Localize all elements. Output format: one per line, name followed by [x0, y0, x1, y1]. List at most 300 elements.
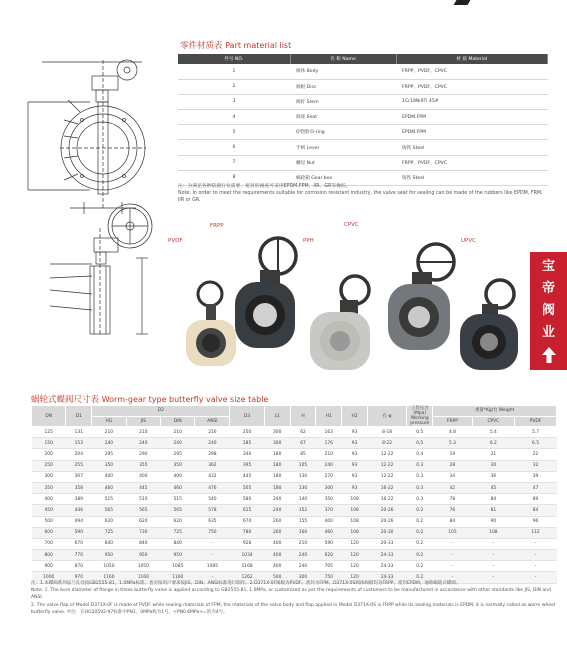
cell-h2: 93: [342, 471, 368, 482]
size-row: [32, 471, 557, 482]
cell-d2-ansi: 1085: [195, 561, 230, 572]
cell-d2-jis: 355: [126, 460, 160, 471]
cell-weight-cpvc: -: [472, 538, 514, 549]
size-row: [32, 460, 557, 471]
materials-note-cn: 注：为满足各种防腐行业需要，密封的阀座可采用EPDM.FPM、IIR、GR等橡胶。: [178, 184, 351, 189]
cell-weight-frpp: 84: [433, 516, 472, 527]
cell-h1: 270: [316, 471, 342, 482]
header-material: 材 质 Material: [396, 54, 548, 64]
cell-holes: 24-33: [367, 550, 406, 561]
part-number: 7: [178, 155, 290, 170]
cell-h2: 120: [342, 550, 368, 561]
part-name: 阀杆 Stem: [290, 94, 396, 109]
pvdf-valve-image: [186, 282, 236, 366]
cell-d2-din: 950: [161, 550, 195, 561]
cell-pressure: 0.2: [407, 550, 433, 561]
cell-d1: 389: [66, 494, 92, 505]
cell-h: 130: [290, 482, 316, 493]
cell-d3: 780: [230, 527, 264, 538]
cell-d2-jis: 510: [126, 494, 160, 505]
cpvc-valve-image: [388, 244, 454, 350]
cell-pressure: 0.5: [407, 427, 433, 438]
label-cpvc: CPVC: [344, 222, 359, 228]
cell-holes: 16-22: [367, 494, 406, 505]
cell-d2-din: 725: [161, 527, 195, 538]
cell-weight-cpvc: -: [472, 572, 514, 583]
cell-d1: 446: [66, 505, 92, 516]
cell-dn: 250: [32, 460, 66, 471]
cell-dn: 700: [32, 538, 66, 549]
cell-d2-ansi: 432: [195, 471, 230, 482]
header-weight-frpp: FRPP: [433, 416, 472, 427]
part-material: 1Cr18Ni9Ti 45#: [396, 94, 548, 109]
cell-d2-jis: 210: [126, 427, 160, 438]
cell-d2-ansi: 216: [195, 427, 230, 438]
cell-h1: 240: [316, 460, 342, 471]
size-note-2-en: 2. The valve flap of Model D371X-0F is made of PVDF while sealing materials of FPM, the materials of the valve body and flap applied in Model D371X-0S is FRPP while its sealing materials is EPDM, it is normally called as worm wheel butterfly valve. 中注：在HG20592-97标准中PN1、0MPa称为1号，<PN0.6MPa>=的为4号。: [31, 602, 556, 615]
material-row: [178, 140, 548, 155]
cell-d1: 770: [66, 550, 92, 561]
cell-dn: 1000: [32, 572, 66, 583]
cell-dn: 900: [32, 561, 66, 572]
cell-holes: 8-22: [367, 438, 406, 449]
cell-holes: 20-33: [367, 538, 406, 549]
valve-illustrations: [160, 222, 525, 372]
cell-d2-hg: 725: [92, 527, 126, 538]
header-h1: H1: [316, 406, 342, 427]
cell-weight-cpvc: 5.4: [472, 427, 514, 438]
cell-weight-cpvc: 6.2: [472, 438, 514, 449]
side-tab-char-1: 宝: [541, 259, 555, 274]
cell-d1: 870: [66, 561, 92, 572]
cell-dn: 500: [32, 516, 66, 527]
materials-table: [178, 54, 548, 186]
size-note-1-cn: 注：1.本蝶阀系列法兰孔径按GB2555-81，1.0MPa标准，也可按用户要求按JIS、DIN、ANSI标准进行制作。2.D371X-0F阀板为PVDF、密封为FPM，D371X-0S阀体阀板均为FRPP、密封EPDM，通称蜗轮式蝶阀。: [31, 581, 461, 586]
cell-l1: 500: [264, 572, 290, 583]
size-row: [32, 538, 557, 549]
cell-weight-pvdf: -: [515, 572, 557, 583]
cell-d2-ansi: 362: [195, 460, 230, 471]
cell-weight-pvdf: 32: [515, 460, 557, 471]
cell-d2-hg: 350: [92, 460, 126, 471]
cell-d3: 580: [230, 494, 264, 505]
cell-d2-hg: 240: [92, 438, 126, 449]
part-number: 3: [178, 94, 290, 109]
cell-h: 240: [290, 550, 316, 561]
material-row: [178, 94, 548, 109]
cell-d2-din: 350: [161, 460, 195, 471]
size-note-1-en: Note: 1. The bore diameter of flange in these butterfly valve is applied according to GB2555-81, 1.0MPa, or customized as per the requirements of customers to be manufactured in accordance with other standards like JIS, DIN and ANSI.: [31, 588, 551, 601]
cell-d1: 670: [66, 538, 92, 549]
cell-d1: 153: [66, 438, 92, 449]
cell-weight-pvdf: 89: [515, 494, 557, 505]
cell-weight-cpvc: 84: [472, 494, 514, 505]
cell-pressure: 0.2: [407, 561, 433, 572]
cell-d2-ansi: 298: [195, 449, 230, 460]
cell-d2-hg: 565: [92, 505, 126, 516]
header-dn: DN: [32, 406, 66, 427]
cell-weight-pvdf: 47: [515, 482, 557, 493]
header-h2: H2: [342, 406, 368, 427]
cell-l1: 240: [264, 505, 290, 516]
cell-l1: 400: [264, 538, 290, 549]
cell-l1: 260: [264, 516, 290, 527]
cell-h1: 350: [316, 494, 342, 505]
size-row: [32, 449, 557, 460]
part-name: O型圈 O-ring: [290, 125, 396, 140]
cell-h2: 108: [342, 494, 368, 505]
upvc-valve-image: [460, 280, 518, 370]
pph-valve-image: [310, 276, 370, 370]
corner-mark: [454, 0, 471, 5]
cell-l1: 180: [264, 471, 290, 482]
cell-weight-frpp: 34: [433, 471, 472, 482]
cell-weight-cpvc: 90: [472, 516, 514, 527]
cell-h: 67: [290, 438, 316, 449]
materials-note: [178, 183, 550, 204]
cell-h1: 705: [316, 561, 342, 572]
cell-h1: 370: [316, 505, 342, 516]
header-weight-cpvc: CPVC: [472, 416, 514, 427]
size-title-en: Worm-gear type butterfly valve size table: [101, 395, 269, 404]
cell-d2-jis: 400: [126, 471, 160, 482]
cell-h1: 620: [316, 550, 342, 561]
cell-h: 160: [290, 527, 316, 538]
header-d2-hg: HG: [92, 416, 126, 427]
cell-h: 105: [290, 460, 316, 471]
cell-weight-pvdf: 84: [515, 505, 557, 516]
materials-header-row: [178, 54, 548, 64]
cell-weight-cpvc: 30: [472, 460, 514, 471]
cell-weight-pvdf: 96: [515, 516, 557, 527]
cell-holes: 12-22: [367, 471, 406, 482]
cell-d2-jis: 445: [126, 482, 160, 493]
cell-d2-ansi: 240: [195, 438, 230, 449]
part-number: 1: [178, 64, 290, 79]
header-holes: 孔-φ: [367, 406, 406, 427]
cell-weight-cpvc: 108: [472, 527, 514, 538]
part-material: 铸铁 Steel: [396, 170, 548, 185]
cell-weight-frpp: 5.3: [433, 438, 472, 449]
part-material: EPDM.FPM: [396, 110, 548, 125]
cell-weight-cpvc: 36: [472, 471, 514, 482]
cell-weight-pvdf: -: [515, 550, 557, 561]
part-material: 铸铁 Steel: [396, 140, 548, 155]
part-name: 蜗轮箱 Gear box: [290, 170, 396, 185]
side-tab-char-2: 帝: [541, 281, 555, 296]
cell-pressure: 0.2: [407, 538, 433, 549]
side-tab-char-3: 阀: [541, 303, 555, 318]
cell-holes: 24-33: [367, 572, 406, 583]
cell-h2: 93: [342, 460, 368, 471]
cell-holes: 20-26: [367, 505, 406, 516]
header-d2: D2: [92, 406, 230, 417]
cell-dn: 600: [32, 527, 66, 538]
cell-d2-ansi: 476: [195, 482, 230, 493]
cell-h2: 108: [342, 516, 368, 527]
cell-d2-din: 460: [161, 482, 195, 493]
cell-weight-frpp: 4.8: [433, 427, 472, 438]
cell-h: 210: [290, 538, 316, 549]
cell-h1: 750: [316, 572, 342, 583]
label-upvc: UPVC: [461, 238, 476, 244]
header-weight-pvdf: PVDF: [515, 416, 557, 427]
side-tab-char-4: 业: [541, 325, 555, 340]
cell-dn: 300: [32, 471, 66, 482]
cell-pressure: 0.3: [407, 471, 433, 482]
cell-d3: 928: [230, 538, 264, 549]
cell-d2-din: 1085: [161, 561, 195, 572]
cell-d2-jis: 620: [126, 516, 160, 527]
cell-dn: 400: [32, 494, 66, 505]
materials-title-cn: 零件材质表: [180, 41, 223, 51]
cell-l1: 400: [264, 550, 290, 561]
part-number: 5: [178, 125, 290, 140]
cell-d2-jis: 290: [126, 449, 160, 460]
cell-weight-pvdf: 112: [515, 527, 557, 538]
cell-d2-ansi: -: [195, 538, 230, 549]
cell-l1: 240: [264, 494, 290, 505]
cell-d2-jis: 730: [126, 527, 160, 538]
cell-h2: 120: [342, 561, 368, 572]
cell-weight-cpvc: 81: [472, 505, 514, 516]
cell-holes: 20-30: [367, 527, 406, 538]
cell-h1: 300: [316, 482, 342, 493]
material-row: [178, 125, 548, 140]
cell-h: 130: [290, 471, 316, 482]
part-name: 阀板 Disc: [290, 79, 396, 94]
cell-d2-jis: 1050: [126, 561, 160, 572]
cell-h1: 163: [316, 427, 342, 438]
cell-weight-frpp: 76: [433, 505, 472, 516]
cell-pressure: 0.2: [407, 505, 433, 516]
cell-l1: 260: [264, 527, 290, 538]
cell-d2-ansi: 750: [195, 527, 230, 538]
cell-d2-hg: 1050: [92, 561, 126, 572]
product-photos: [160, 222, 525, 372]
cell-d2-din: 565: [161, 505, 195, 516]
cell-l1: 400: [264, 561, 290, 572]
materials-title: [180, 39, 291, 51]
cell-d3: 615: [230, 505, 264, 516]
cell-h1: 210: [316, 449, 342, 460]
cell-h2: 108: [342, 527, 368, 538]
cell-weight-frpp: -: [433, 572, 472, 583]
cell-d2-jis: 840: [126, 538, 160, 549]
cell-d2-ansi: -: [195, 550, 230, 561]
cell-weight-pvdf: -: [515, 538, 557, 549]
cell-h1: 400: [316, 516, 342, 527]
cell-d2-hg: 620: [92, 516, 126, 527]
cell-h2: 93: [342, 427, 368, 438]
cell-d2-hg: 295: [92, 449, 126, 460]
size-row: [32, 505, 557, 516]
part-name: 阀体 Body: [290, 64, 396, 79]
cell-d2-ansi: 578: [195, 505, 230, 516]
cell-d2-din: 620: [161, 516, 195, 527]
cell-d3: 395: [230, 460, 264, 471]
cell-dn: 150: [32, 438, 66, 449]
cell-holes: 24-33: [367, 561, 406, 572]
cell-h2: 120: [342, 572, 368, 583]
cell-d1: 131: [66, 427, 92, 438]
part-name: 手柄 Lever: [290, 140, 396, 155]
cell-holes: 12-22: [367, 460, 406, 471]
cell-d2-jis: 565: [126, 505, 160, 516]
part-number: 4: [178, 110, 290, 125]
valve-front-drawing: [20, 40, 160, 220]
cell-d2-jis: 950: [126, 550, 160, 561]
part-number: 6: [178, 140, 290, 155]
header-d2-din: DIN: [161, 416, 195, 427]
cell-weight-cpvc: 21: [472, 449, 514, 460]
header-h: H: [290, 406, 316, 427]
cell-d2-hg: 460: [92, 482, 126, 493]
cell-h2: 108: [342, 505, 368, 516]
cell-weight-frpp: 42: [433, 482, 472, 493]
cell-h: 152: [290, 505, 316, 516]
cell-pressure: 0.2: [407, 572, 433, 583]
cell-d3: 340: [230, 449, 264, 460]
cell-d2-hg: 210: [92, 427, 126, 438]
size-row: [32, 561, 557, 572]
cell-holes: 12-22: [367, 449, 406, 460]
cell-d3: 250: [230, 427, 264, 438]
cell-h: 62: [290, 427, 316, 438]
cell-d1: 204: [66, 449, 92, 460]
cell-weight-frpp: -: [433, 538, 472, 549]
cell-h: 155: [290, 516, 316, 527]
header-pressure: 工作压力 (Mpa) Working pressure: [407, 406, 433, 427]
cell-d2-din: 210: [161, 427, 195, 438]
cell-d2-hg: 950: [92, 550, 126, 561]
cell-weight-frpp: -: [433, 561, 472, 572]
part-material: FRPP、PVDF、CPVC: [396, 64, 548, 79]
cell-holes: 16-22: [367, 482, 406, 493]
cell-dn: 200: [32, 449, 66, 460]
cell-h2: 93: [342, 438, 368, 449]
size-row: [32, 427, 557, 438]
header-d1: D1: [66, 406, 92, 427]
part-name: 螺母 Nut: [290, 155, 396, 170]
cell-weight-pvdf: -: [515, 561, 557, 572]
cell-d2-hg: 1160: [92, 572, 126, 583]
label-pph: PPH: [303, 238, 314, 244]
cell-weight-pvdf: 39: [515, 471, 557, 482]
size-row: [32, 438, 557, 449]
size-table-note: [31, 580, 557, 616]
cell-h1: 460: [316, 527, 342, 538]
cell-d2-jis: 1160: [126, 572, 160, 583]
size-row: [32, 527, 557, 538]
cell-weight-frpp: -: [433, 550, 472, 561]
cell-h: 240: [290, 561, 316, 572]
cell-d2-ansi: 635: [195, 516, 230, 527]
cell-d1: 255: [66, 460, 92, 471]
cell-weight-pvdf: 6.5: [515, 438, 557, 449]
cell-l1: 180: [264, 460, 290, 471]
materials-note-en: Note: In order to meet the requirements suitable for corrosion resistant industry, the valve seat for sealing can be made of the rubbers like EPDM, FRM, IIR or GR.: [178, 191, 543, 203]
cell-weight-frpp: 105: [433, 527, 472, 538]
cell-d3: 445: [230, 471, 264, 482]
cell-weight-cpvc: -: [472, 550, 514, 561]
cell-d2-ansi: -: [195, 572, 230, 583]
cell-weight-frpp: 78: [433, 494, 472, 505]
cell-pressure: 0.3: [407, 460, 433, 471]
material-row: [178, 110, 548, 125]
size-table: [31, 405, 557, 584]
cell-d3: 1034: [230, 550, 264, 561]
cell-dn: 800: [32, 550, 66, 561]
cell-d3: 670: [230, 516, 264, 527]
part-material: FRPP、PVDF、CPVC: [396, 79, 548, 94]
part-material: EPDM.FPM: [396, 125, 548, 140]
cell-h: 140: [290, 494, 316, 505]
cell-h1: 590: [316, 538, 342, 549]
materials-title-en: Part material list: [225, 41, 292, 50]
cell-d3: 1262: [230, 572, 264, 583]
cell-weight-cpvc: -: [472, 561, 514, 572]
cell-d3: 505: [230, 482, 264, 493]
cell-h: 300: [290, 572, 316, 583]
cell-h2: 93: [342, 482, 368, 493]
cell-d2-jis: 240: [126, 438, 160, 449]
cell-d2-din: 840: [161, 538, 195, 549]
cell-d1: 494: [66, 516, 92, 527]
cell-pressure: 0.3: [407, 482, 433, 493]
material-row: [178, 64, 548, 79]
cell-dn: 350: [32, 482, 66, 493]
cell-d3: 1168: [230, 561, 264, 572]
cell-d1: 970: [66, 572, 92, 583]
cell-d2-din: 515: [161, 494, 195, 505]
frpp-valve-image: [235, 238, 296, 348]
cell-h2: 120: [342, 538, 368, 549]
cell-weight-frpp: 19: [433, 449, 472, 460]
material-row: [178, 155, 548, 170]
cell-d1: 590: [66, 527, 92, 538]
cell-holes: 8-18: [367, 427, 406, 438]
label-frpp: FRPP: [210, 223, 224, 229]
cell-d2-hg: 840: [92, 538, 126, 549]
cell-h: 85: [290, 449, 316, 460]
cell-d2-din: 400: [161, 471, 195, 482]
header-name: 名 称 Name: [290, 54, 396, 64]
cell-pressure: 0.3: [407, 494, 433, 505]
cell-h1: 176: [316, 438, 342, 449]
valve-side-drawing: [20, 198, 160, 338]
cell-l1: 180: [264, 449, 290, 460]
size-row: [32, 494, 557, 505]
size-row: [32, 550, 557, 561]
cell-h2: 93: [342, 449, 368, 460]
header-d2-ansi: ANSI: [195, 416, 230, 427]
cell-weight-frpp: 28: [433, 460, 472, 471]
header-no: 件号 NO.: [178, 54, 290, 64]
cell-pressure: 0.2: [407, 516, 433, 527]
header-l1: L1: [264, 406, 290, 427]
cell-d3: 285: [230, 438, 264, 449]
cell-d2-ansi: 540: [195, 494, 230, 505]
part-number: 2: [178, 79, 290, 94]
cell-l1: 300: [264, 438, 290, 449]
size-table-title: [31, 393, 268, 405]
cell-dn: 125: [32, 427, 66, 438]
part-number: 8: [178, 170, 290, 185]
cell-pressure: 0.4: [407, 449, 433, 460]
cell-dn: 450: [32, 505, 66, 516]
cell-d2-din: 295: [161, 449, 195, 460]
